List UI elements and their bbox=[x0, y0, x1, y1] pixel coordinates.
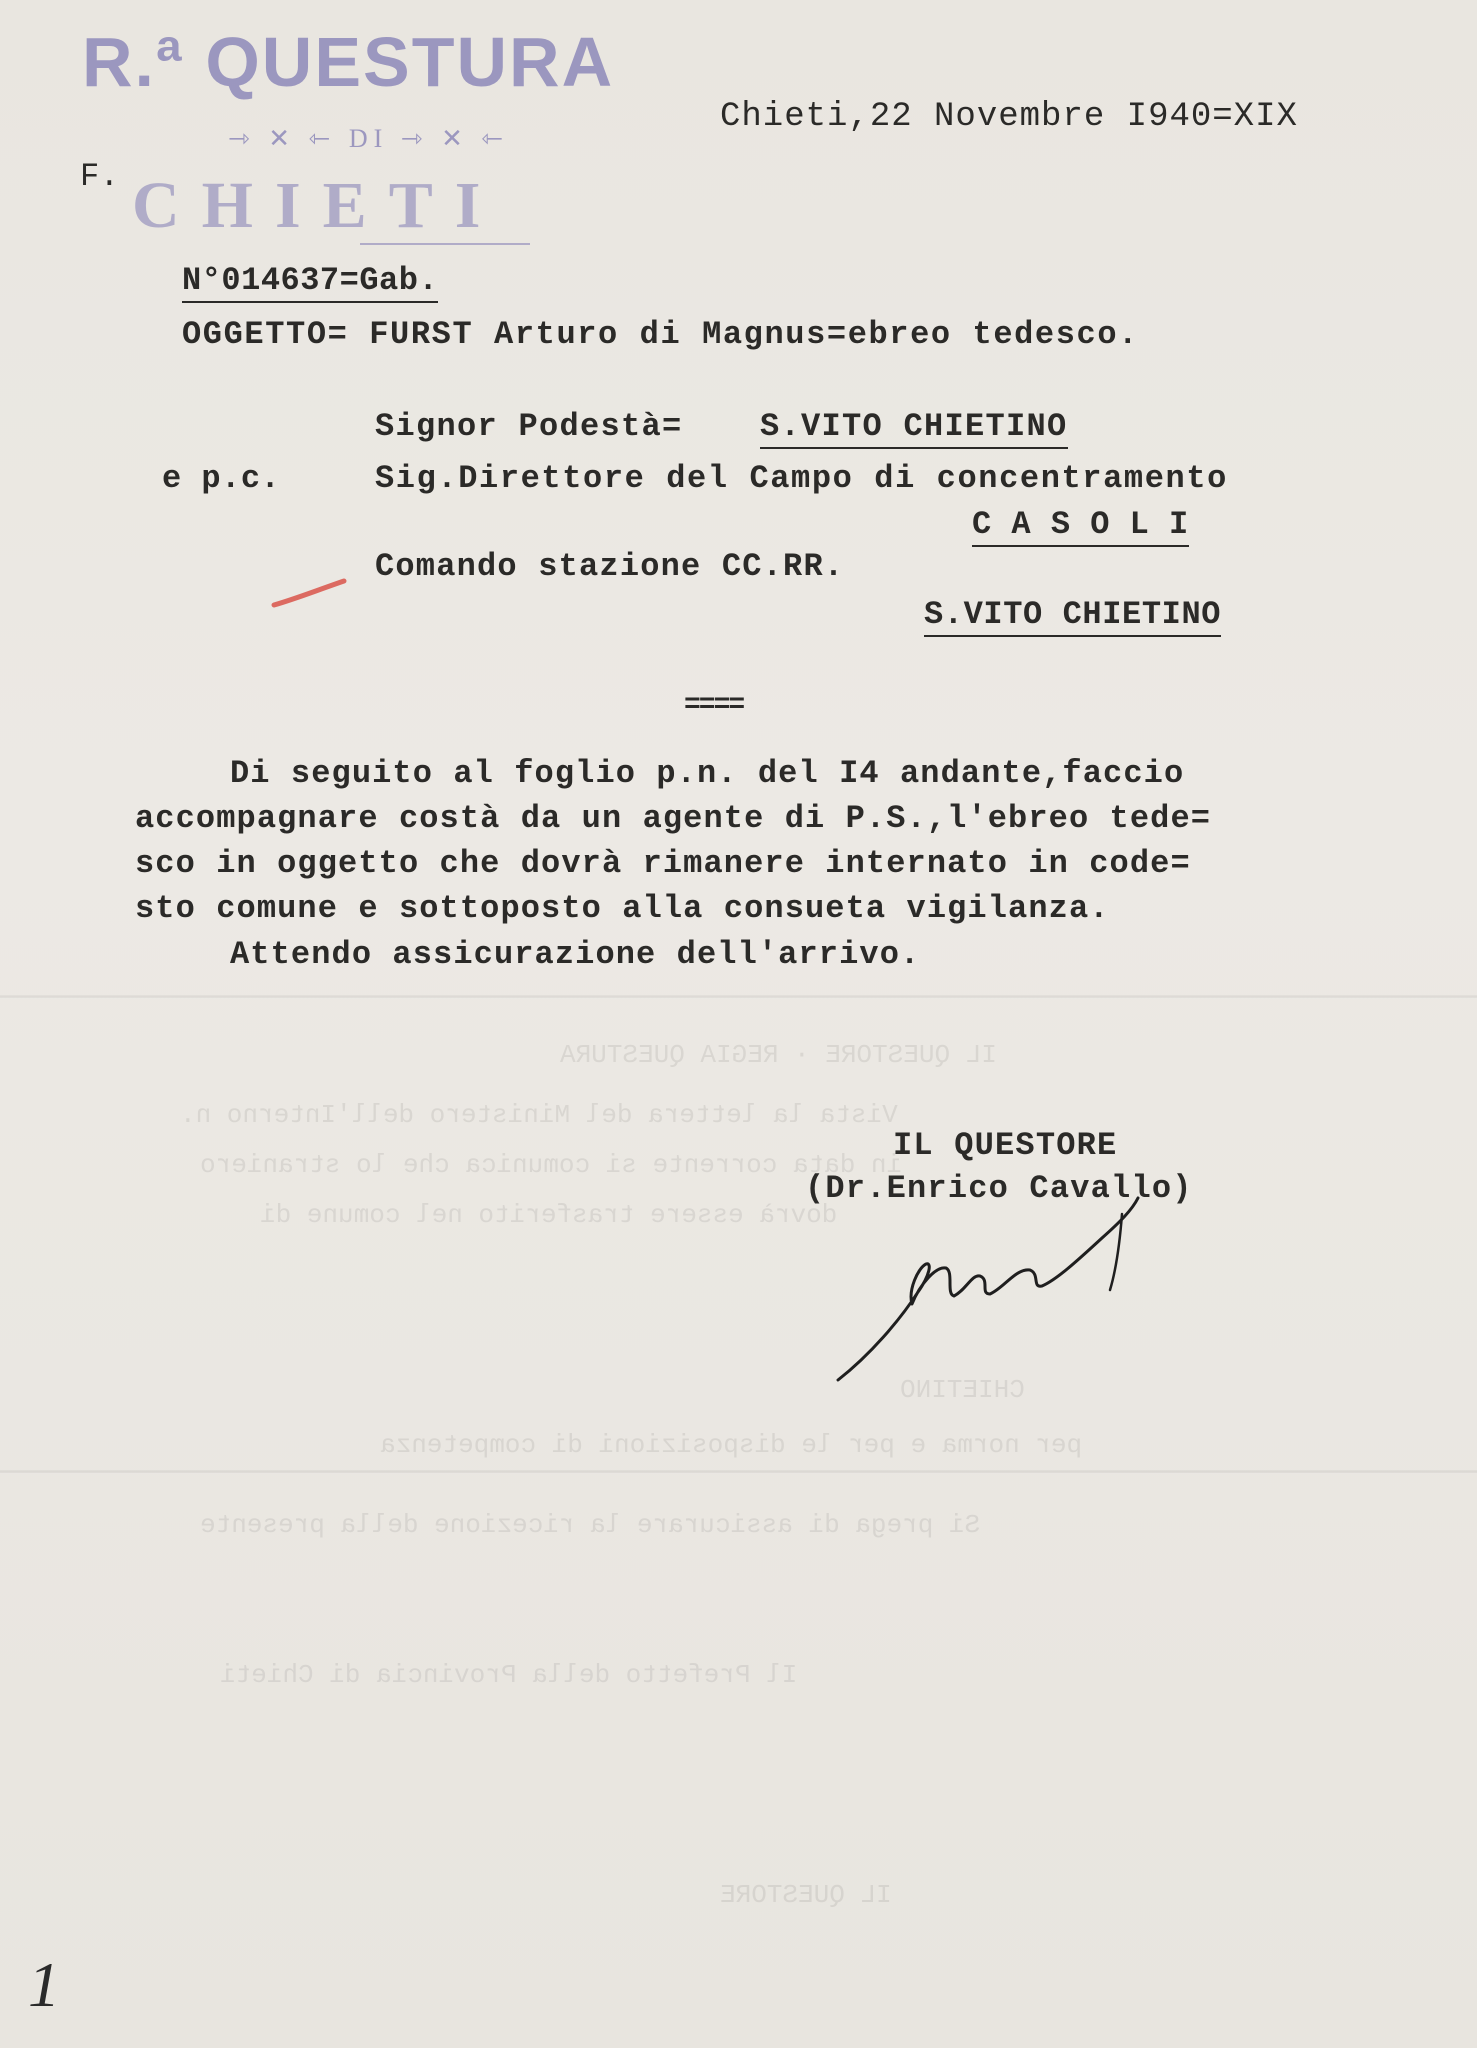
show-through-text: Si prega di assicurare la ricezione della presente bbox=[200, 1510, 981, 1540]
protocol-number-text: N°014637=Gab. bbox=[182, 262, 438, 303]
stamp-ornament-right: ⇾ ✕ ⇽ bbox=[388, 124, 510, 153]
recipient-secondary-place bbox=[972, 506, 1189, 543]
recipient-primary-place-text: S.VITO CHIETINO bbox=[760, 408, 1068, 449]
show-through-text: IL QUESTORE bbox=[720, 1880, 892, 1910]
recipient-primary-label: Signor Podestà= bbox=[375, 408, 683, 445]
separator: ==== bbox=[684, 690, 744, 721]
show-through-text: IL QUESTORE · REGIA QUESTURA bbox=[560, 1040, 997, 1070]
stamp-di-text: DI bbox=[348, 124, 389, 153]
show-through-text: Vista la lettera del Ministero dell'Interno n. bbox=[180, 1100, 898, 1130]
subject-line: OGGETTO= FURST Arturo di Magnus=ebreo tedesco. bbox=[182, 316, 1139, 353]
body-line-1: Di seguito al foglio p.n. del I4 andante,faccio bbox=[230, 755, 1185, 792]
body-line-4: sto comune e sottoposto alla consueta vigilanza. bbox=[135, 890, 1110, 927]
show-through-text: CHIETINO bbox=[900, 1375, 1025, 1405]
red-pencil-mark bbox=[270, 575, 350, 615]
show-through-text: per norma e per le disposizioni di competenza bbox=[380, 1430, 1083, 1460]
recipient-tertiary-place-text: S.VITO CHIETINO bbox=[924, 596, 1221, 637]
stamp-underline bbox=[360, 243, 530, 245]
body-line-2: accompagnare costà da un agente di P.S.,l'ebreo tede= bbox=[135, 800, 1212, 837]
show-through-text: in data corrente si comunica che lo straniero bbox=[200, 1150, 903, 1180]
recipient-secondary-place-text: C A S O L I bbox=[972, 506, 1189, 547]
handwritten-signature bbox=[820, 1180, 1240, 1400]
paper-fold bbox=[0, 995, 1477, 999]
body-line-3: sco in oggetto che dovrà rimanere internato in code= bbox=[135, 845, 1191, 882]
stamp-di bbox=[228, 124, 509, 154]
body-line-5: Attendo assicurazione dell'arrivo. bbox=[230, 936, 921, 973]
show-through-text: Il Prefetto della Provincia di Chieti bbox=[220, 1660, 798, 1690]
recipient-tertiary-label: Comando stazione CC.RR. bbox=[375, 548, 845, 585]
stamp-ornament-left: ⇾ ✕ ⇽ bbox=[228, 124, 349, 153]
stamp-city: CHIETI bbox=[132, 169, 503, 242]
recipient-tertiary-place bbox=[924, 596, 1221, 633]
protocol-number bbox=[182, 262, 438, 299]
recipient-secondary-label: Sig.Direttore del Campo di concentramento bbox=[375, 460, 1228, 497]
show-through-text: dovrà essere trasferito nel comune di bbox=[260, 1200, 838, 1230]
stamp-title: R.ª QUESTURA bbox=[82, 23, 615, 101]
signature-name: (Dr.Enrico Cavallo) bbox=[805, 1170, 1193, 1207]
recipient-primary-place bbox=[760, 408, 1068, 445]
cc-mark: e p.c. bbox=[162, 460, 281, 497]
signature-title: IL QUESTORE bbox=[893, 1127, 1118, 1164]
paper-fold bbox=[0, 1470, 1477, 1474]
page-mark: 1 bbox=[28, 1949, 60, 2020]
place-date: Chieti,22 Novembre I940=XIX bbox=[720, 98, 1298, 136]
file-mark: F. bbox=[80, 158, 120, 195]
